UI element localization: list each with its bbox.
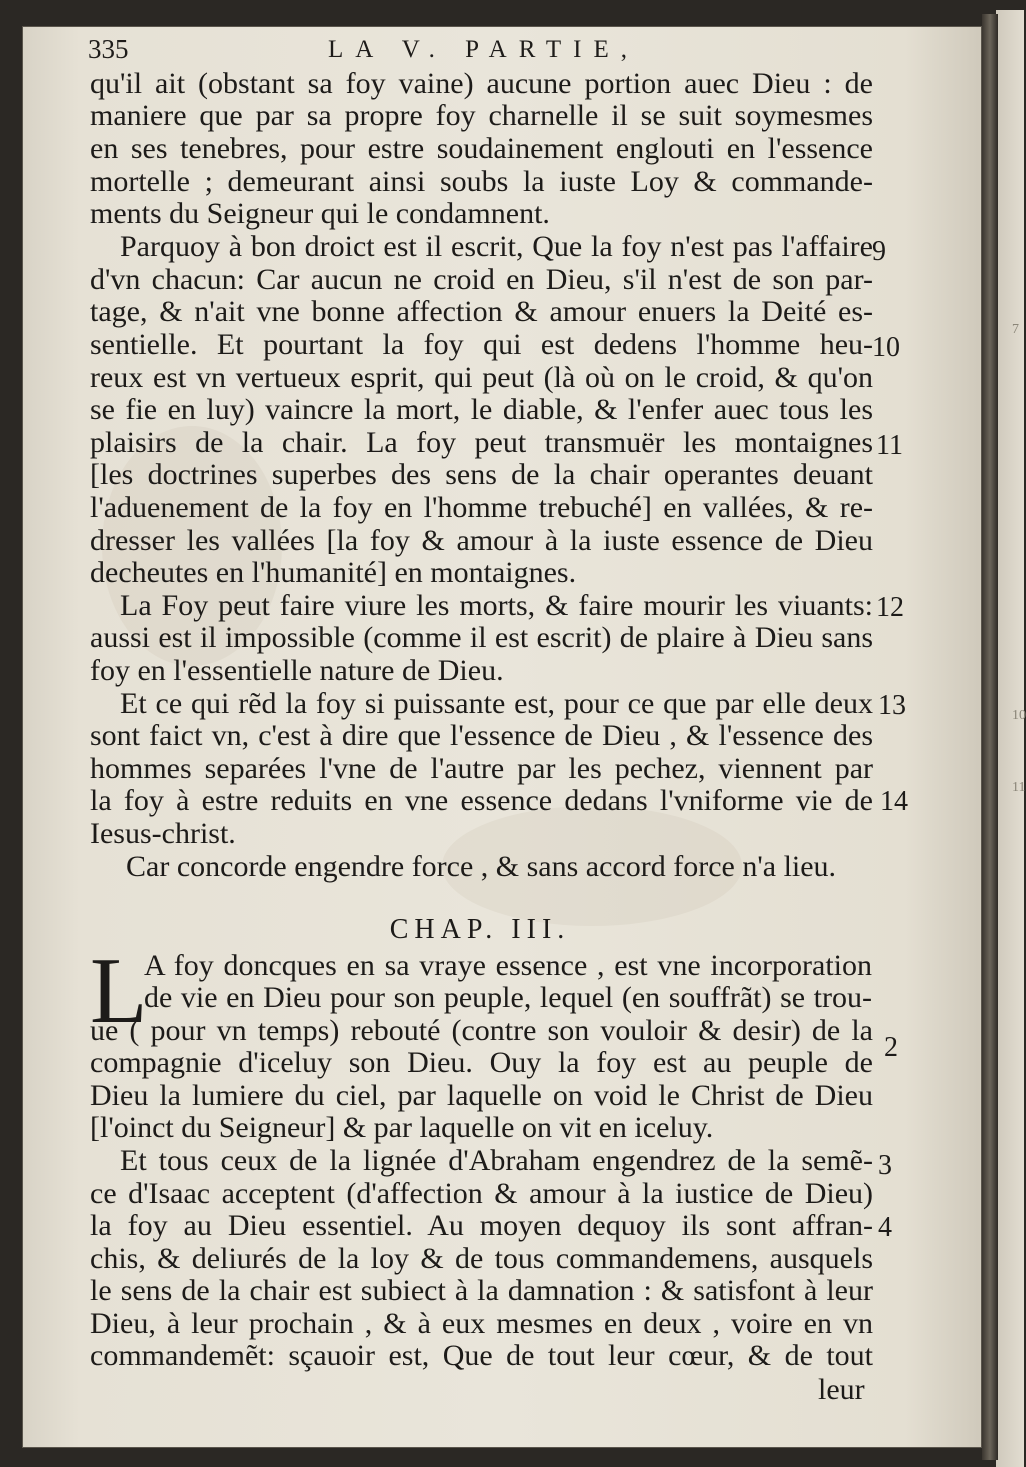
text-line: Car concorde engendre force , & sans accord force n'a lieu. — [126, 850, 837, 883]
text-line: dresser les vallées [la foy & amour à la iuste essence de Dieu — [90, 524, 873, 557]
verse-number: 3 — [878, 1150, 892, 1181]
verse-number: 14 — [880, 786, 908, 817]
text-line: compagnie d'iceluy son Dieu. Ouy la foy est au peuple de — [90, 1046, 873, 1079]
facing-page-edge — [996, 10, 1024, 1467]
chapter-heading: CHAP. III. — [389, 914, 571, 945]
drop-cap: L — [90, 939, 148, 1043]
text-line: sont faict vn, c'est à dire que l'essence de Dieu , & l'essence des — [90, 719, 873, 752]
text-line: ments du Seigneur qui le condamnent. — [90, 197, 550, 230]
text-line: Parquoy à bon droict est il escrit, Que la foy n'est pas l'affaire — [120, 230, 873, 263]
facing-page-mark: 10 — [1012, 708, 1026, 723]
text-line: ue ( pour vn temps) rebouté (contre son vouloir & desir) de la — [90, 1014, 873, 1047]
page-header — [88, 34, 878, 66]
text-line: sentielle. Et pourtant la foy qui est dedens l'homme heu- — [90, 328, 873, 361]
text-line: maniere que par sa propre foy charnelle il se suit soymesmes — [90, 99, 873, 132]
verse-number: 11 — [876, 430, 903, 461]
verse-number: 13 — [878, 690, 906, 721]
text-line: [l'oinct du Seigneur] & par laquelle on vit en iceluy. — [90, 1111, 714, 1144]
text-line: reux est vn vertueux esprit, qui peut (là où on le croid, & qu'on — [90, 361, 873, 394]
verse-number: 4 — [878, 1212, 892, 1243]
text-line: en ses tenebres, pour estre soudainement englouti en l'essence — [90, 132, 873, 165]
text-line: [les doctrines superbes des sens de la chair operantes deuant — [90, 458, 873, 491]
text-line: mortelle ; demeurant ainsi soubs la iuste Loy & commande- — [90, 165, 873, 198]
running-head: LA V. PARTIE, — [328, 36, 640, 63]
text-line: foy en l'essentielle nature de Dieu. — [90, 654, 504, 687]
text-line: la foy à estre reduits en vne essence dedans l'vniforme vie de — [90, 784, 873, 817]
text-line: la foy au Dieu essentiel. Au moyen dequoy ils sont affran- — [90, 1209, 873, 1242]
text-line: tage, & n'ait vne bonne affection & amour enuers la Deité es- — [90, 295, 873, 328]
text-line: Et ce qui rẽd la foy si puissante est, pour ce que par elle deux — [120, 687, 873, 720]
text-line: ce d'Isaac acceptent (d'affection & amour à la iustice de Dieu) — [90, 1177, 873, 1210]
text-line: A foy doncques en sa vraye essence , est vne incorporation — [144, 949, 872, 982]
text-line: de vie en Dieu pour son peuple, lequel (en souffrãt) se trou- — [144, 981, 872, 1014]
text-line: hommes separées l'vne de l'autre par les pechez, viennent par — [90, 752, 873, 785]
text-line: aussi est il impossible (comme il est escrit) de plaire à Dieu sans — [90, 621, 873, 654]
catchword: leur — [818, 1373, 865, 1406]
page-number: 335 — [88, 34, 129, 64]
verse-number: 9 — [872, 236, 886, 267]
text-line: Dieu la lumiere du ciel, par laquelle on void le Christ de Dieu — [90, 1079, 873, 1112]
facing-page-mark: 11 — [1012, 780, 1026, 795]
book-gutter — [982, 14, 998, 1460]
verse-number: 2 — [884, 1032, 898, 1063]
verse-number: 10 — [872, 332, 900, 363]
text-line: qu'il ait (obstant sa foy vaine) aucune portion auec Dieu : de — [90, 67, 873, 100]
text-line: La Foy peut faire viure les morts, & faire mourir les viuants: — [120, 589, 873, 622]
text-line: chis, & deliurés de la loy & de tous commandemens, ausquels — [90, 1242, 873, 1275]
text-line: l'aduenement de la foy en l'homme trebuché] en vallées, & re- — [90, 491, 873, 524]
text-line: plaisirs de la chair. La foy peut transmuër les montaignes — [90, 426, 873, 459]
text-line: commandemẽt: sçauoir est, Que de tout leur cœur, & de tout — [90, 1339, 873, 1372]
text-line: se fie en luy) vaincre la mort, le diable, & l'enfer auec tous les — [90, 393, 873, 426]
text-line: le sens de la chair est subiect à la damnation : & satisfont à leur — [90, 1274, 873, 1307]
text-line: Et tous ceux de la lignée d'Abraham engendrez de la semẽ- — [120, 1144, 873, 1177]
text-line: decheutes en l'humanité] en montaignes. — [90, 556, 577, 589]
text-line: Iesus-christ. — [90, 817, 236, 850]
text-line: Dieu, à leur prochain , & à eux mesmes en deux , voire en vn — [90, 1307, 873, 1340]
facing-page-mark: 7 — [1012, 322, 1019, 337]
text-line: d'vn chacun: Car aucun ne croid en Dieu, s'il n'est de son par- — [90, 263, 873, 296]
verse-number: 12 — [876, 592, 904, 623]
